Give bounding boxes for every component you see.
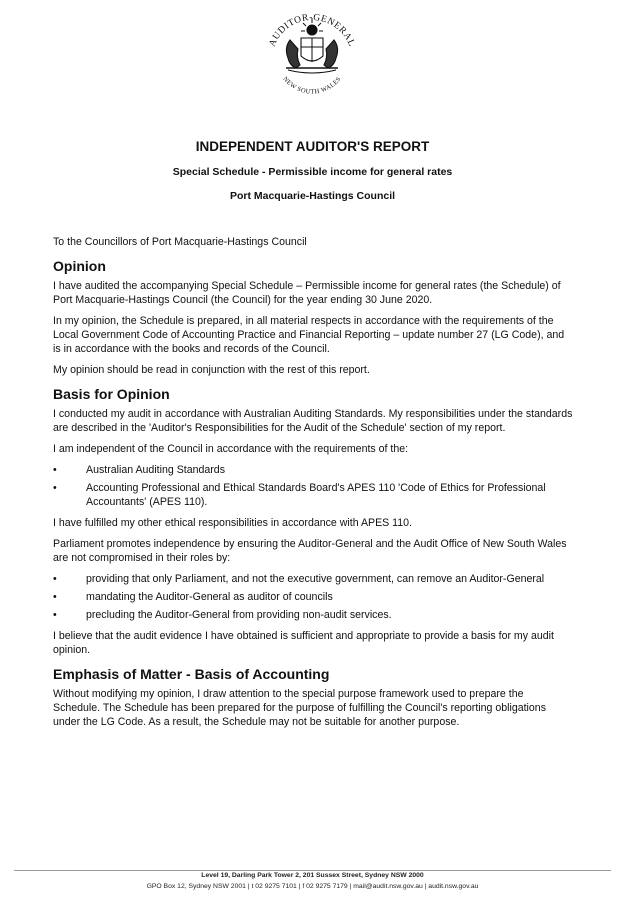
opinion-heading: Opinion <box>53 258 106 274</box>
council-name: Port Macquarie-Hastings Council <box>229 190 396 202</box>
bullet-icon: • <box>53 573 57 585</box>
list-item: • providing that only Parliament, and not the executive government, can remove an Auditor-General <box>53 573 545 585</box>
bullet-icon: • <box>53 464 57 476</box>
seal-top-text: AUDITOR-GENERAL <box>267 12 357 49</box>
opinion-paragraph-2: In my opinion, the Schedule is prepared, in all material respects in accordance with the requirements of the Local Government Code of Accounting Practice and Financial Reporting – update number 27 (LG Code), and is in accordance with the books and records of the Council. <box>53 315 565 355</box>
basis-paragraph-2: I am independent of the Council in accordance with the requirements of the: <box>53 443 409 455</box>
list-item: • Australian Auditing Standards <box>53 464 225 476</box>
independence-standards-list <box>53 463 573 509</box>
basis-paragraph-1: I conducted my audit in accordance with Australian Auditing Standards. My responsibilities under the standards are described in the 'Auditor's Responsibilities for the Audit of the Schedule' section of my report. <box>53 408 573 434</box>
report-title: INDEPENDENT AUDITOR'S REPORT <box>195 139 430 154</box>
emphasis-heading: Emphasis of Matter - Basis of Accounting <box>53 666 330 682</box>
list-item: • precluding the Auditor-General from providing non-audit services. <box>53 609 392 621</box>
opinion-paragraph-1: I have audited the accompanying Special Schedule – Permissible income for general rates (the Schedule) of Port Macquarie-Hastings Council (the Council) for the year ending 30 June 2020. <box>53 280 561 306</box>
basis-paragraph-5: I believe that the audit evidence I have obtained is sufficient and appropriate to provide a basis for my audit opinion. <box>53 630 554 656</box>
svg-text:NEW SOUTH WALES <box>281 76 342 96</box>
parliament-independence-list <box>53 572 573 622</box>
list-item: • Accounting Professional and Ethical Standards Board's APES 110 'Code of Ethics for Professional Accountants' (APES 110). <box>53 482 546 508</box>
seal-bottom-text: NEW SOUTH WALES <box>281 75 343 96</box>
footer-contact: GPO Box 12, Sydney NSW 2001 | t 02 9275 7101 | f 02 9275 7179 | mail@audit.nsw.gov.au | audit.nsw.gov.au <box>146 883 479 890</box>
bullet-icon: • <box>53 609 57 621</box>
opinion-paragraph-3: My opinion should be read in conjunction with the rest of this report. <box>53 364 370 376</box>
emphasis-paragraph-1: Without modifying my opinion, I draw attention to the special purpose framework used to prepare the Schedule. The Schedule has been prepared for the purpose of fulfilling the Council's reporting obligations under the LG Code. As a result, the Schedule may not be suitable for another purpose. <box>53 688 546 728</box>
report-subtitle: Special Schedule - Permissible income for general rates <box>172 166 453 178</box>
footer-divider <box>14 870 611 871</box>
addressee: To the Councillors of Port Macquarie-Hastings Council <box>53 236 307 248</box>
footer-address: Level 19, Darling Park Tower 2, 201 Sussex Street, Sydney NSW 2000 <box>201 872 424 879</box>
basis-heading: Basis for Opinion <box>53 386 170 402</box>
bullet-icon: • <box>53 591 57 603</box>
list-item: • mandating the Auditor-General as auditor of councils <box>53 591 333 603</box>
auditor-general-seal-logo <box>258 4 366 108</box>
bullet-icon: • <box>53 482 57 494</box>
basis-paragraph-4: Parliament promotes independence by ensuring the Auditor-General and the Audit Office of New South Wales are not compromised in their roles by: <box>53 538 567 564</box>
report-body <box>53 235 573 736</box>
basis-paragraph-3: I have fulfilled my other ethical responsibilities in accordance with APES 110. <box>53 517 413 529</box>
